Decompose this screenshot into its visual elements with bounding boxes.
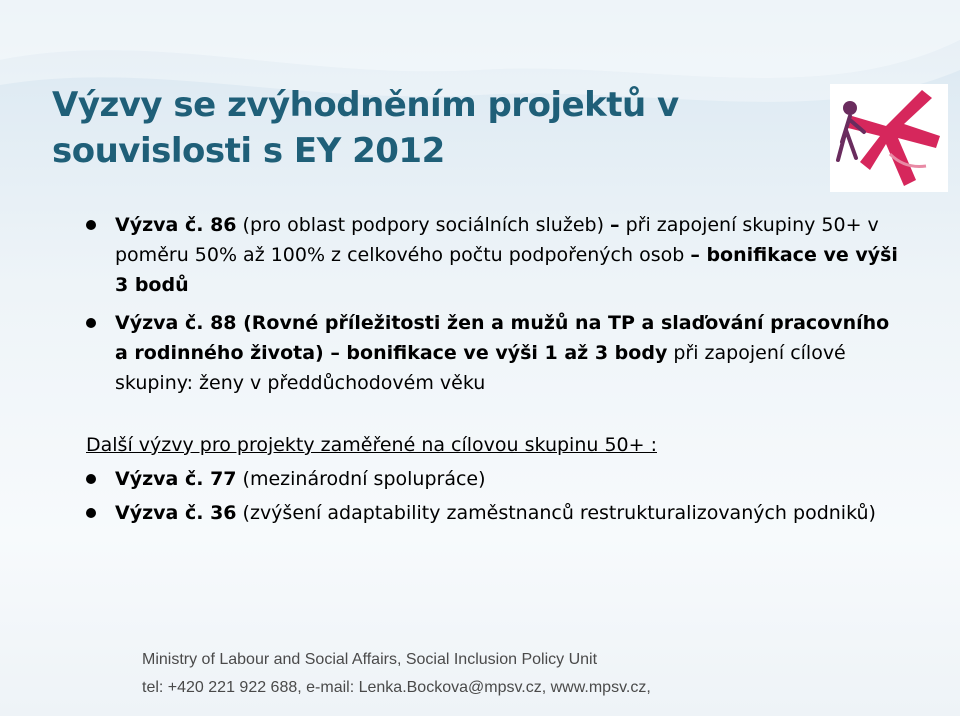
list-item: [86, 308, 906, 398]
footer: [142, 646, 942, 702]
footer-organization: Ministry of Labour and Social Affairs, Social Inclusion Policy Unit: [142, 651, 598, 668]
call-heading: Výzva č. 88 (Rovné příležitosti žen a mužů na TP a slaďování pracovního a rodinného života) – bonifikace ve výši 1 až 3 body: [115, 312, 890, 364]
subheading: Další výzvy pro projekty zaměřené na cílovou skupinu 50+ :: [86, 434, 657, 456]
call-description: (zvýšení adaptability zaměstnanců restrukturalizovaných podniků): [236, 502, 876, 524]
list-item: [86, 498, 906, 528]
slide-title: [52, 82, 812, 174]
bonus-text: – bonifikace ve výši 3 bodů: [115, 244, 898, 296]
title-line-2: souvislosti s EY 2012: [52, 131, 445, 171]
dash: –: [610, 214, 620, 236]
title-line-1: Výzvy se zvýhodněním projektů v: [52, 85, 679, 125]
list-item: [86, 210, 906, 300]
call-description: (mezinárodní spolupráce): [236, 468, 486, 490]
call-condition: při zapojení skupiny 50+ v poměru 50% až 100% z celkového počtu podpořených osob: [115, 214, 879, 266]
list-item: [86, 464, 906, 494]
call-condition: při zapojení cílové skupiny: ženy v předdůchodovém věku: [115, 342, 846, 394]
slide-body: [86, 210, 906, 528]
call-number: Výzva č. 77: [115, 468, 237, 490]
footer-contact: tel: +420 221 922 688, e-mail: Lenka.Bockova@mpsv.cz, www.mpsv.cz,: [142, 679, 651, 696]
call-number: Výzva č. 86: [115, 214, 237, 236]
call-number: Výzva č. 36: [115, 502, 237, 524]
call-description: (pro oblast podpory sociálních služeb): [236, 214, 611, 236]
ey2012-logo-icon: [830, 84, 948, 192]
